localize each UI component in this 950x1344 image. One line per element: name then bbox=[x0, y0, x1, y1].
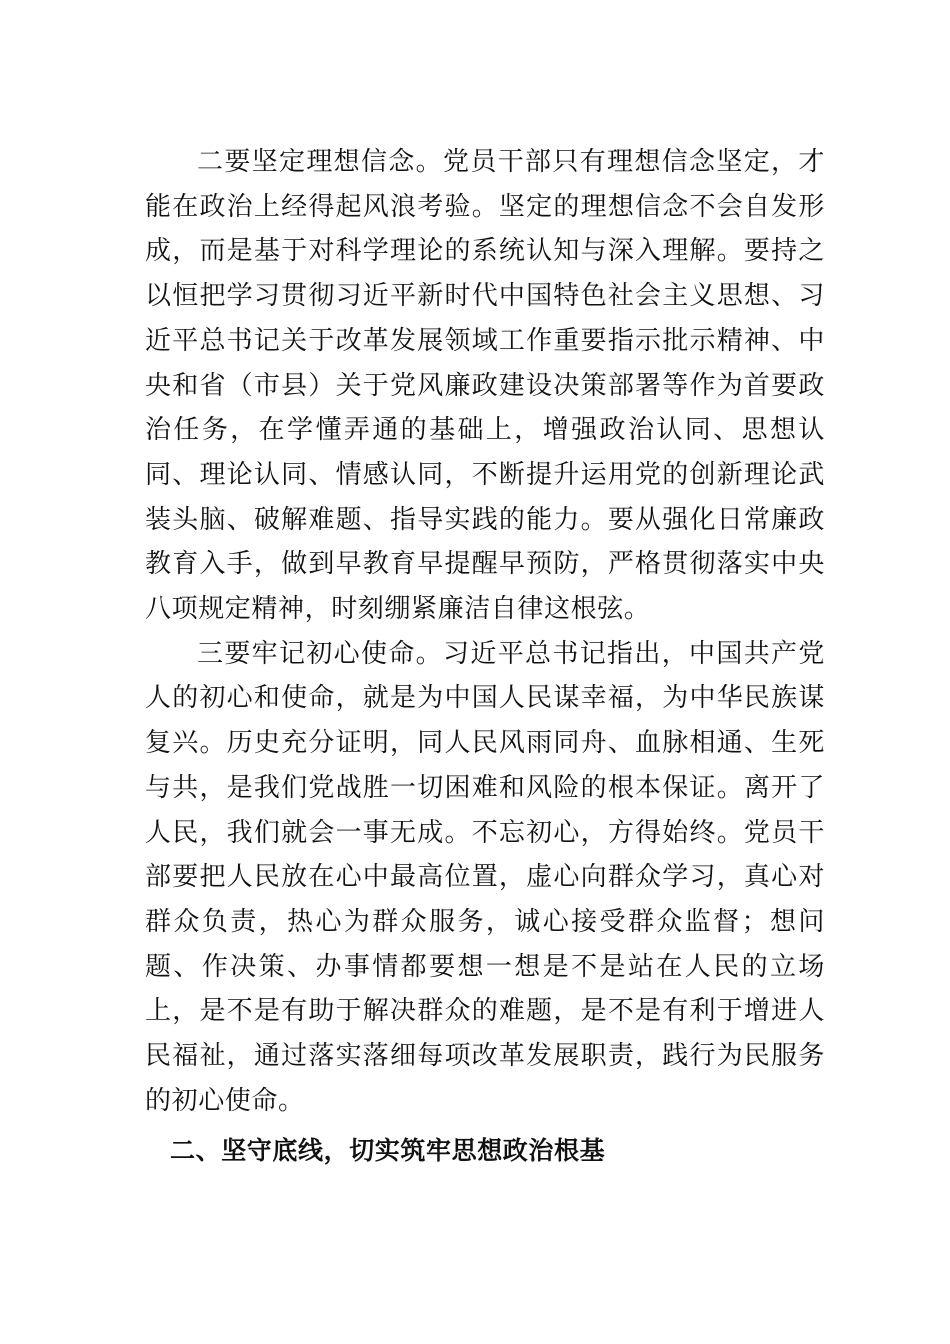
section-heading: 二、坚守底线，切实筑牢思想政治根基 bbox=[170, 1136, 606, 1166]
paragraph-ideals-conviction: 二要坚定理想信念。党员干部只有理想信念坚定，才能在政治上经得起风浪考验。坚定的理想信念不会自发形成，而是基于对科学理论的系统认知与深入理解。要持之以恒把学习贯彻习近平新时代中国特色社会主义思想、习近平总书记关于改革发展领域工作重要指示批示精神、中央和省（市县）关于党风廉政建设决策部署等作为首要政治任务，在学懂弄通的基础上，增强政治认同、思想认同、理论认同、情感认同，不断提升运用党的创新理论武装头脑、破解难题、指导实践的能力。要从强化日常廉政教育入手，做到早教育早提醒早预防，严格贯彻落实中央八项规定精神，时刻绷紧廉洁自律这根弦。 bbox=[145, 147, 825, 625]
document-body bbox=[145, 140, 825, 1174]
paragraph-original-mission: 三要牢记初心使命。习近平总书记指出，中国共产党人的初心和使命，就是为中国人民谋幸福，为中华民族谋复兴。历史充分证明，同人民风雨同舟、血脉相通、生死与共，是我们党战胜一切困难和风险的根本保证。离开了人民，我们就会一事无成。不忘初心，方得始终。党员干部要把人民放在心中最高位置，虚心向群众学习，真心对群众负责，热心为群众服务，诚心接受群众监督；想问题、作决策、办事情都要想一想是不是站在人民的立场上，是不是有助于解决群众的难题，是不是有利于增进人民福祉，通过落实落细每项改革发展职责，践行为民服务的初心使命。 bbox=[145, 638, 825, 1116]
